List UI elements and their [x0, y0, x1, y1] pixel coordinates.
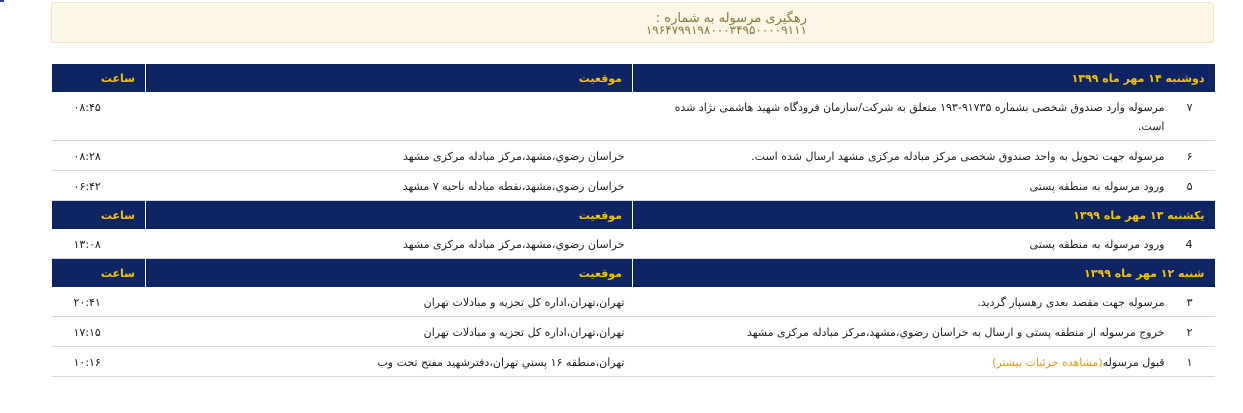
time-column-header: ساعت	[52, 201, 146, 230]
event-number: ۶	[1186, 150, 1193, 163]
event-time: ۰۸:۲۸	[52, 141, 146, 171]
event-location: تهران،تهران،اداره کل تجزیه و مبادلات تهران	[146, 287, 633, 317]
event-time: ۱۳:۰۸	[52, 229, 146, 259]
location-column-header: موقعیت	[146, 259, 633, 288]
event-text-wrap	[639, 353, 1165, 372]
day-header-row	[52, 201, 1215, 230]
tracking-title: رهگیری مرسوله به شماره :	[655, 11, 807, 26]
event-content	[639, 177, 1209, 196]
event-number: ۳	[1186, 296, 1193, 309]
event-number: 4	[1185, 238, 1193, 251]
table-row	[52, 141, 1215, 171]
tracking-header	[51, 2, 1214, 43]
table-row	[52, 92, 1215, 141]
tracking-table	[51, 64, 1215, 377]
location-column-header: موقعیت	[146, 201, 633, 230]
event-cell	[633, 141, 1215, 171]
event-number: ۱	[1186, 356, 1193, 369]
event-time: ۱۷:۱۵	[52, 317, 146, 347]
table-row	[52, 171, 1215, 201]
event-cell	[633, 317, 1215, 347]
event-cell	[633, 287, 1215, 317]
day-header-row	[52, 259, 1215, 288]
event-content	[639, 323, 1209, 342]
event-content	[639, 98, 1209, 136]
time-column-header: ساعت	[52, 64, 146, 92]
event-text-wrap	[639, 235, 1165, 254]
event-location: خراسان رضوي،مشهد،نقطه مبادله ناحیه ۷ مشهد	[146, 171, 633, 201]
event-number: ۵	[1186, 180, 1193, 193]
event-cell	[633, 229, 1215, 259]
event-number: ۲	[1186, 326, 1193, 339]
time-column-header: ساعت	[52, 259, 146, 288]
event-text-wrap	[639, 293, 1165, 312]
event-text-wrap	[639, 147, 1165, 166]
tracking-number: ۱۹۶۴۷۹۹۱۹۸۰۰۰۳۴۹۵۰۰۰۰۹۱۱۱	[645, 23, 807, 37]
day-label: شنبه ۱۲ مهر ماه ۱۳۹۹	[633, 259, 1215, 288]
event-description: خروج مرسوله از منطقه پستی و ارسال به خراسان رضوي،مشهد،مرکز مبادله مرکزی مشهد	[746, 326, 1165, 339]
event-content	[639, 147, 1209, 166]
event-cell	[633, 347, 1215, 377]
table-row	[52, 317, 1215, 347]
event-description: مرسوله جهت تحویل به واحد صندوق شخصی مرکز مبادله مرکزی مشهد ارسال شده است.	[751, 150, 1165, 163]
event-text-wrap	[639, 98, 1165, 136]
event-time: ۲۰:۴۱	[52, 287, 146, 317]
event-location: تهران،تهران،اداره کل تجزیه و مبادلات تهران	[146, 317, 633, 347]
event-description: ورود مرسوله به منطقه پستی	[1029, 238, 1165, 251]
event-description: ورود مرسوله به منطقه پستی	[1029, 180, 1165, 193]
event-cell	[633, 92, 1215, 141]
event-location	[146, 92, 633, 141]
event-time: ۰۸:۴۵	[52, 92, 146, 141]
table-row	[52, 287, 1215, 317]
event-content	[639, 293, 1209, 312]
event-number: ۷	[1186, 101, 1193, 114]
event-location: خراسان رضوي،مشهد،مرکز مبادله مرکزی مشهد	[146, 141, 633, 171]
day-label: یکشنبه ۱۳ مهر ماه ۱۳۹۹	[633, 201, 1215, 230]
event-description: مرسوله وارد صندوق شخصی بشماره ۹۱۷۳۵-۱۹۳ متعلق به شرکت/سازمان فرودگاه شهید هاشمی نژاد شده است.	[674, 101, 1165, 133]
event-description: مرسوله جهت مقصد بعدی رهسپار گردید.	[977, 296, 1165, 309]
event-time: ۰۶:۴۲	[52, 171, 146, 201]
day-header-row	[52, 64, 1215, 92]
day-label: دوشنبه ۱۴ مهر ماه ۱۳۹۹	[633, 64, 1215, 92]
event-time: ۱۰:۱۶	[52, 347, 146, 377]
event-text-wrap	[639, 177, 1165, 196]
event-location: خراسان رضوي،مشهد،مرکز مبادله مرکزی مشهد	[146, 229, 633, 259]
event-cell	[633, 171, 1215, 201]
event-content	[639, 353, 1209, 372]
table-row	[52, 229, 1215, 259]
event-text-wrap	[639, 323, 1165, 342]
corner-mark	[0, 0, 4, 2]
event-location: تهران،منطقه ۱۶ پستي تهران،دفترشهید مفتح تحت وب	[146, 347, 633, 377]
table-row	[52, 347, 1215, 377]
location-column-header: موقعیت	[146, 64, 633, 92]
event-description: قبول مرسوله	[1102, 356, 1165, 369]
more-details-link[interactable]: (مشاهده جزئیات بیشتر)	[992, 356, 1103, 369]
event-content	[639, 235, 1209, 254]
